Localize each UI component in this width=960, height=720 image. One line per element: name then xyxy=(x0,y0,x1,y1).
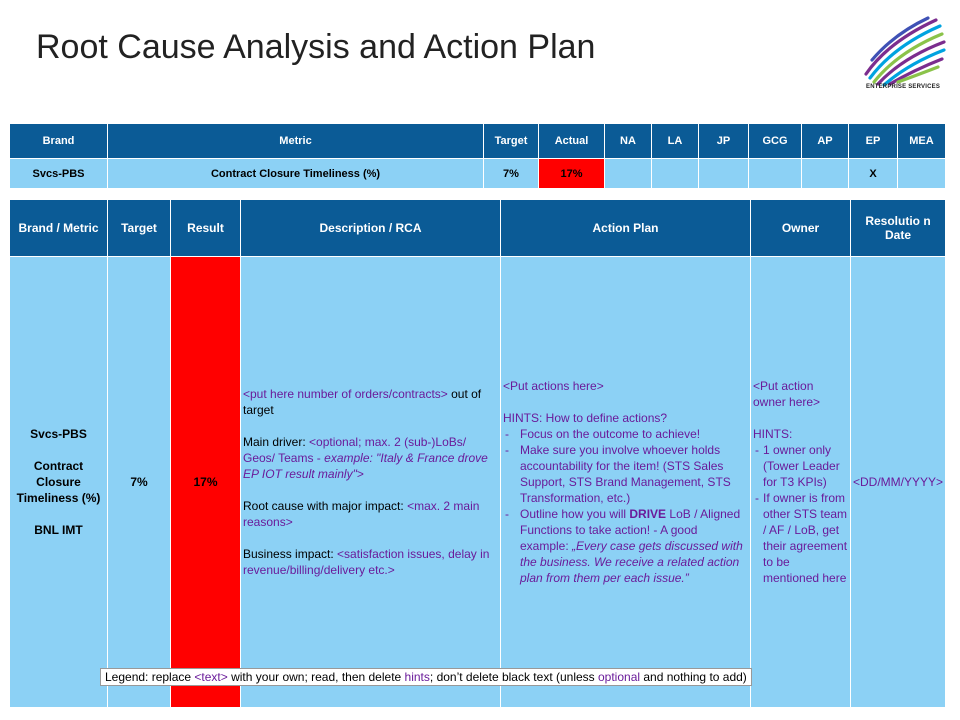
rca-data-row xyxy=(10,257,946,708)
legend-part-7: and nothing to add) xyxy=(640,670,747,684)
hint-3-after: LoB / Aligned Functions to take action! - A good example: xyxy=(520,507,741,553)
cell-gcg xyxy=(749,159,802,189)
hint-3-bold: DRIVE xyxy=(629,507,667,521)
metric-name: Contract Closure Timeliness (%) xyxy=(16,459,101,505)
header-brand-metric: Brand / Metric xyxy=(10,200,108,257)
main-driver-end: > xyxy=(356,467,364,481)
business-impact-line xyxy=(243,546,498,578)
logo-text: ENTERPRISE SERVICES xyxy=(866,84,941,90)
metric-header-row xyxy=(10,124,946,159)
cell-actual: 17% xyxy=(539,159,605,189)
cell-resolution-date[interactable]: <DD/MM/YYYY> xyxy=(851,257,946,708)
legend-note xyxy=(100,668,752,686)
legend-part-3: with your own; read, then delete xyxy=(227,670,405,684)
cell-result: 17% xyxy=(171,257,241,708)
main-driver-label: Main driver: xyxy=(243,435,310,449)
cell-owner xyxy=(751,257,851,708)
legend-text-placeholder: <text> xyxy=(194,670,228,684)
metric-summary-table xyxy=(9,123,946,189)
cell-na xyxy=(605,159,652,189)
cell-brand-metric xyxy=(10,257,108,708)
main-driver-line xyxy=(243,434,498,482)
business-impact-label: Business impact: xyxy=(243,547,338,561)
root-cause-placeholder[interactable]: <max. 2 main reasons> xyxy=(243,499,480,529)
header-la: LA xyxy=(652,124,699,159)
rca-header-row xyxy=(10,200,946,257)
cell-la xyxy=(652,159,699,189)
header-owner: Owner xyxy=(751,200,851,257)
header-metric: Metric xyxy=(108,124,484,159)
header-target: Target xyxy=(108,200,171,257)
root-cause-label: Root cause with major impact: xyxy=(243,499,408,513)
metric-data-row xyxy=(10,159,946,189)
header-resolution-date: Resolutio n Date xyxy=(851,200,946,257)
rca-action-plan-table xyxy=(9,199,946,708)
main-driver-example: example: "Italy & France drove EP IOT result mainly" xyxy=(243,451,488,481)
header-na: NA xyxy=(605,124,652,159)
root-cause-line xyxy=(243,498,498,530)
header-action-plan: Action Plan xyxy=(501,200,751,257)
cell-target: 7% xyxy=(108,257,171,708)
header-ap: AP xyxy=(802,124,849,159)
cell-mea xyxy=(898,159,946,189)
region-name: BNL IMT xyxy=(34,523,83,537)
legend-part-1: Legend: replace xyxy=(105,670,195,684)
header-target: Target xyxy=(484,124,539,159)
cell-ap xyxy=(802,159,849,189)
legend-part-5: ; don’t delete black text (unless xyxy=(429,670,598,684)
hint-3-example: „Every case gets discussed with the business. We receive a related action plan from them per each issue.” xyxy=(520,539,743,585)
owner-hint-2: - If owner is from other STS team / AF / LoB, get their agreement to be mentioned here xyxy=(753,490,848,586)
header-ep: EP xyxy=(849,124,898,159)
header-result: Result xyxy=(171,200,241,257)
cell-description-rca xyxy=(241,257,501,708)
orders-suffix: out of target xyxy=(243,387,482,417)
actions-placeholder[interactable]: <Put actions here> xyxy=(503,379,604,393)
header-description-rca: Description / RCA xyxy=(241,200,501,257)
brand-name: Svcs-PBS xyxy=(30,427,87,441)
action-hints-list xyxy=(503,426,748,586)
legend-hints-word: hints xyxy=(404,670,430,684)
orders-placeholder[interactable]: <put here number of orders/contracts> xyxy=(243,387,448,401)
business-impact-placeholder[interactable]: <satisfaction issues, delay in revenue/billing/delivery etc.> xyxy=(243,547,490,577)
action-hint-2: - Make sure you involve whoever holds accountability for the item! (STS Sales Support, STS Brand Management, STS Transformation, etc.) xyxy=(503,442,748,506)
cell-jp xyxy=(699,159,749,189)
hint-3-before: Outline how you will xyxy=(520,507,630,521)
owner-hints-list xyxy=(753,442,848,586)
owner-hint-1: - 1 owner only (Tower Leader for T3 KPIs) xyxy=(753,442,848,490)
owner-placeholder[interactable]: <Put action owner here> xyxy=(753,379,821,409)
header-brand: Brand xyxy=(10,124,108,159)
main-driver-placeholder[interactable]: <optional; max. 2 (sub-)LoBs/ Geos/ Teams - xyxy=(243,435,467,465)
owner-hints-title: HINTS: xyxy=(753,427,793,441)
cell-ep: X xyxy=(849,159,898,189)
cell-target: 7% xyxy=(484,159,539,189)
header-mea: MEA xyxy=(898,124,946,159)
action-hint-1: - Focus on the outcome to achieve! xyxy=(503,426,748,442)
cell-action-plan xyxy=(501,257,751,708)
cell-metric: Contract Closure Timeliness (%) xyxy=(108,159,484,189)
action-hints-title: HINTS: How to define actions? xyxy=(503,411,668,425)
cell-brand: Svcs-PBS xyxy=(10,159,108,189)
header-actual: Actual xyxy=(539,124,605,159)
action-hint-3 xyxy=(503,506,748,586)
orders-line xyxy=(243,386,498,418)
header-jp: JP xyxy=(699,124,749,159)
page-title: Root Cause Analysis and Action Plan xyxy=(36,28,596,66)
legend-optional-word: optional xyxy=(598,670,641,684)
header-gcg: GCG xyxy=(749,124,802,159)
